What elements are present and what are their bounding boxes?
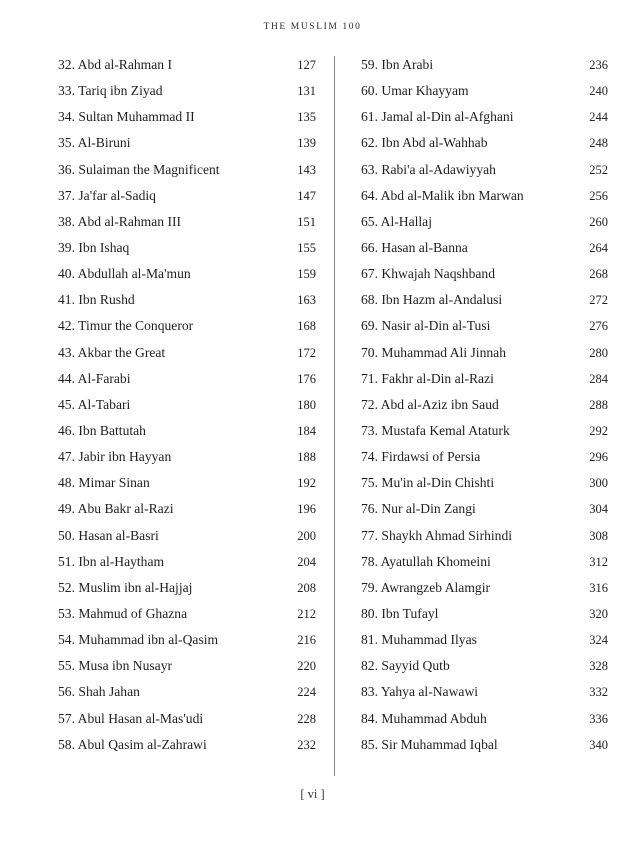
contents-entry	[58, 627, 316, 653]
entry-title: 55. Musa ibn Nusayr	[58, 658, 173, 674]
entry-title: 40. Abdullah al-Ma'mun	[58, 266, 191, 282]
contents-entry	[58, 313, 316, 339]
entry-title: 65. Al-Hallaj	[361, 213, 432, 229]
entry-title: 59. Ibn Arabi	[361, 57, 434, 72]
contents-entry	[58, 496, 316, 522]
entry-title: 70. Muhammad Ali Jinnah	[361, 344, 506, 360]
entry-title: 78. Ayatullah Khomeini	[361, 553, 491, 569]
entry-title: 33. Tariq ibn Ziyad	[58, 83, 163, 99]
entry-title: 68. Ibn Hazm al-Andalusi	[361, 292, 503, 308]
entry-title: 45. Al-Tabari	[58, 396, 131, 412]
entry-page-number: 143	[297, 162, 316, 177]
entry-page-number: 272	[589, 293, 608, 308]
contents-entry	[361, 78, 608, 104]
contents-left-column	[58, 52, 316, 758]
entry-title: 85. Sir Muhammad Iqbal	[361, 736, 498, 752]
contents-entry	[58, 52, 316, 78]
entry-title: 60. Umar Khayyam	[361, 83, 469, 99]
contents-entry	[361, 601, 608, 627]
entry-page-number: 232	[297, 737, 316, 752]
entry-page-number: 228	[297, 711, 316, 726]
entry-title: 47. Jabir ibn Hayyan	[58, 449, 172, 465]
entry-title: 57. Abul Hasan al-Mas'udi	[58, 710, 204, 726]
entry-title: 46. Ibn Battutah	[58, 422, 146, 438]
contents-entry	[58, 444, 316, 470]
entry-title: 63. Rabi'a al-Adawiyyah	[361, 161, 496, 177]
entry-title: 71. Fakhr al-Din al-Razi	[361, 370, 494, 386]
entry-title: 51. Ibn al-Haytham	[58, 553, 165, 569]
entry-page-number: 147	[297, 188, 316, 203]
contents-entry	[58, 549, 316, 575]
entry-page-number: 264	[589, 240, 608, 255]
contents-entry	[361, 732, 608, 758]
entry-title: 38. Abd al-Rahman III	[58, 213, 182, 229]
entry-page-number: 216	[297, 633, 316, 648]
entry-page-number: 260	[589, 214, 608, 229]
running-title: THE MUSLIM 100	[263, 22, 362, 32]
entry-title: 67. Khwajah Naqshband	[361, 266, 496, 282]
entry-title: 79. Awrangzeb Alamgir	[361, 579, 490, 595]
entry-page-number: 236	[589, 58, 608, 72]
entry-title: 61. Jamal al-Din al-Afghani	[361, 109, 514, 125]
entry-title: 41. Ibn Rushd	[58, 292, 135, 308]
entry-title: 82. Sayyid Qutb	[361, 658, 450, 674]
contents-entry	[361, 470, 608, 496]
contents-entry	[58, 392, 316, 418]
entry-page-number: 131	[297, 84, 316, 99]
contents-entry	[361, 261, 608, 287]
contents-entry	[361, 627, 608, 653]
entry-title: 36. Sulaiman the Magnificent	[58, 161, 220, 177]
entry-page-number: 312	[589, 554, 608, 569]
entry-title: 34. Sultan Muhammad II	[58, 109, 195, 125]
entry-title: 50. Hasan al-Basri	[58, 527, 159, 543]
contents-entry	[361, 575, 608, 601]
contents-entry	[361, 209, 608, 235]
contents-entry	[58, 104, 316, 130]
entry-page-number: 328	[589, 659, 608, 674]
contents-entry	[58, 706, 316, 732]
entry-page-number: 244	[589, 110, 608, 125]
contents-entry	[361, 679, 608, 705]
contents-entry	[58, 679, 316, 705]
entry-page-number: 135	[297, 110, 316, 125]
entry-page-number: 192	[297, 476, 316, 491]
contents-entry	[58, 653, 316, 679]
entry-page-number: 208	[297, 580, 316, 595]
entry-title: 56. Shah Jahan	[58, 684, 140, 700]
entry-title: 49. Abu Bakr al-Razi	[58, 501, 174, 517]
entry-page-number: 256	[589, 188, 608, 203]
contents-entry	[361, 183, 608, 209]
entry-title: 44. Al-Farabi	[58, 370, 131, 386]
entry-page-number: 280	[589, 345, 608, 360]
entry-page-number: 332	[589, 685, 608, 700]
entry-title: 75. Mu'in al-Din Chishti	[361, 475, 495, 491]
contents-entry	[58, 340, 316, 366]
entry-title: 53. Mahmud of Ghazna	[58, 605, 188, 621]
contents-entry	[58, 78, 316, 104]
entry-page-number: 204	[297, 554, 316, 569]
entry-page-number: 176	[297, 371, 316, 386]
entry-title: 76. Nur al-Din Zangi	[361, 501, 476, 517]
entry-title: 80. Ibn Tufayl	[361, 605, 439, 621]
contents-entry	[361, 496, 608, 522]
contents-entry	[58, 575, 316, 601]
entry-page-number: 155	[297, 240, 316, 255]
contents-entry	[361, 52, 608, 78]
entry-title: 42. Timur the Conqueror	[58, 318, 194, 334]
entry-page-number: 220	[297, 659, 316, 674]
entry-page-number: 151	[297, 214, 316, 229]
entry-title: 73. Mustafa Kemal Ataturk	[361, 422, 510, 438]
contents-entry	[361, 313, 608, 339]
entry-page-number: 268	[589, 267, 608, 282]
entry-title: 81. Muhammad Ilyas	[361, 632, 477, 648]
contents-entry	[361, 706, 608, 732]
entry-title: 48. Mimar Sinan	[58, 475, 150, 491]
entry-title: 64. Abd al-Malik ibn Marwan	[361, 187, 524, 203]
contents-entry	[361, 130, 608, 156]
contents-entry	[361, 523, 608, 549]
entry-title: 58. Abul Qasim al-Zahrawi	[58, 736, 207, 752]
column-divider	[334, 56, 335, 776]
entry-page-number: 159	[297, 267, 316, 282]
entry-title: 37. Ja'far al-Sadiq	[58, 187, 156, 203]
entry-page-number: 168	[297, 319, 316, 334]
entry-title: 35. Al-Biruni	[58, 135, 131, 151]
entry-title: 83. Yahya al-Nawawi	[361, 684, 479, 700]
contents-entry	[58, 732, 316, 758]
contents-entry	[361, 392, 608, 418]
contents-right-column	[361, 52, 608, 758]
contents-entry	[58, 130, 316, 156]
entry-title: 43. Akbar the Great	[58, 344, 166, 360]
contents-entry	[361, 340, 608, 366]
entry-title: 69. Nasir al-Din al-Tusi	[361, 318, 491, 334]
contents-entry	[58, 261, 316, 287]
contents-entry	[58, 601, 316, 627]
entry-title: 62. Ibn Abd al-Wahhab	[361, 135, 488, 151]
entry-title: 32. Abd al-Rahman I	[58, 57, 173, 72]
entry-page-number: 224	[297, 685, 316, 700]
entry-page-number: 248	[589, 136, 608, 151]
entry-page-number: 240	[589, 84, 608, 99]
entry-page-number: 296	[589, 450, 608, 465]
entry-page-number: 139	[297, 136, 316, 151]
entry-page-number: 184	[297, 423, 316, 438]
contents-entry	[58, 157, 316, 183]
entry-page-number: 172	[297, 345, 316, 360]
contents-entry	[58, 418, 316, 444]
entry-title: 74. Firdawsi of Persia	[361, 449, 481, 465]
entry-title: 39. Ibn Ishaq	[58, 239, 130, 255]
entry-page-number: 212	[297, 606, 316, 621]
entry-page-number: 304	[589, 502, 608, 517]
contents-entry	[361, 235, 608, 261]
entry-page-number: 340	[589, 737, 608, 752]
entry-page-number: 336	[589, 711, 608, 726]
entry-page-number: 316	[589, 580, 608, 595]
contents-entry	[361, 418, 608, 444]
page-folio: [ vi ]	[300, 787, 325, 801]
entry-page-number: 188	[297, 450, 316, 465]
contents-entry	[361, 157, 608, 183]
entry-page-number: 292	[589, 423, 608, 438]
contents-entry	[58, 287, 316, 313]
contents-entry	[58, 209, 316, 235]
entry-title: 54. Muhammad ibn al-Qasim	[58, 632, 219, 648]
entry-page-number: 324	[589, 633, 608, 648]
contents-entry	[58, 523, 316, 549]
entry-title: 66. Hasan al-Banna	[361, 239, 468, 255]
entry-title: 84. Muhammad Abduh	[361, 710, 487, 726]
entry-page-number: 163	[297, 293, 316, 308]
contents-entry	[58, 366, 316, 392]
entry-page-number: 284	[589, 371, 608, 386]
contents-entry	[361, 549, 608, 575]
contents-entry	[58, 183, 316, 209]
entry-page-number: 300	[589, 476, 608, 491]
contents-entry	[58, 235, 316, 261]
entry-title: 77. Shaykh Ahmad Sirhindi	[361, 527, 513, 543]
contents-entry	[361, 104, 608, 130]
entry-title: 72. Abd al-Aziz ibn Saud	[361, 396, 499, 412]
contents-entry	[361, 444, 608, 470]
entry-page-number: 200	[297, 528, 316, 543]
entry-page-number: 308	[589, 528, 608, 543]
contents-entry	[361, 653, 608, 679]
entry-page-number: 180	[297, 397, 316, 412]
entry-page-number: 196	[297, 502, 316, 517]
entry-page-number: 288	[589, 397, 608, 412]
contents-entry	[361, 287, 608, 313]
entry-title: 52. Muslim ibn al-Hajjaj	[58, 579, 193, 595]
contents-entry	[58, 470, 316, 496]
entry-page-number: 127	[297, 58, 316, 72]
entry-page-number: 276	[589, 319, 608, 334]
contents-entry	[361, 366, 608, 392]
entry-page-number: 320	[589, 606, 608, 621]
entry-page-number: 252	[589, 162, 608, 177]
